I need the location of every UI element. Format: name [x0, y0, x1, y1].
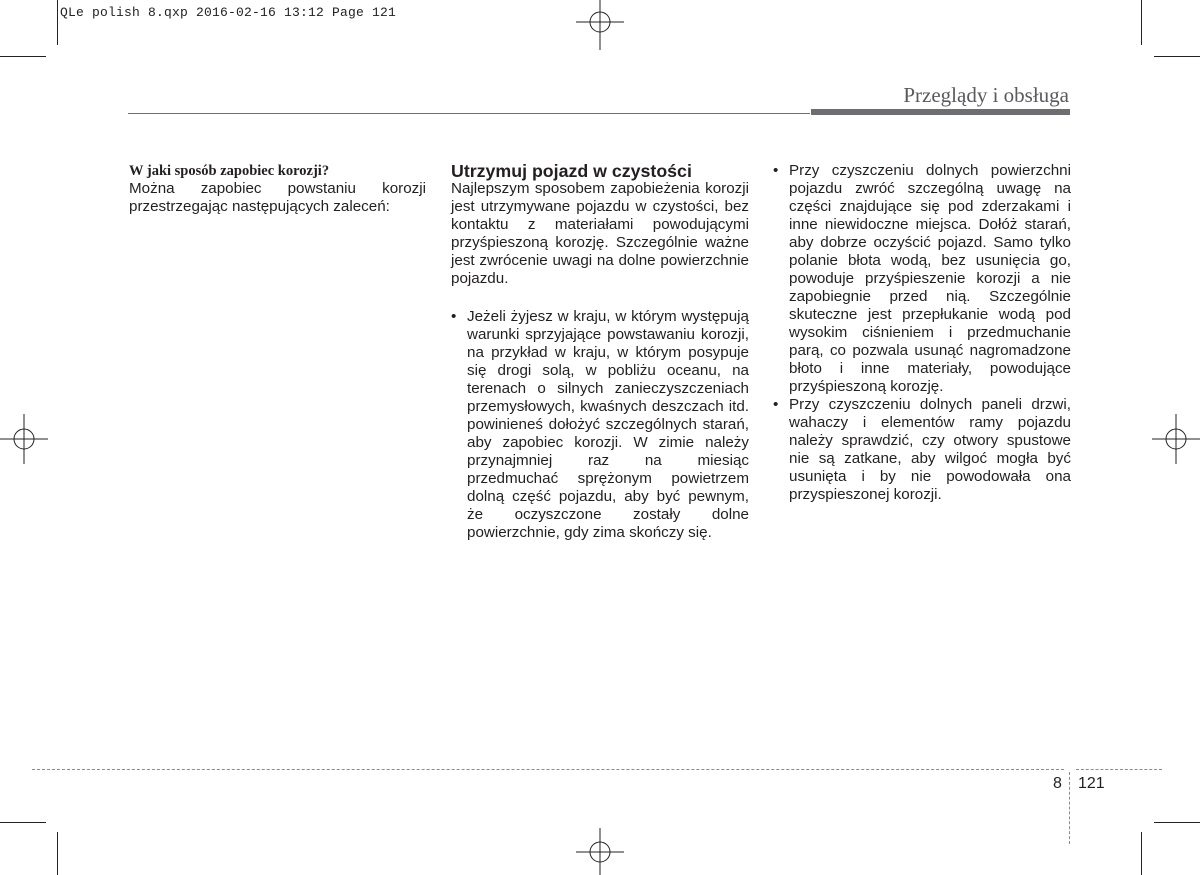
crop-mark	[1154, 56, 1200, 57]
chapter-number: 8	[1053, 775, 1062, 792]
header-rule-accent	[811, 109, 1070, 115]
page-number: 121	[1078, 775, 1105, 792]
col2-intro-paragraph: Najlepszym sposobem zapobieżenia korozji jest utrzymywane pojazdu w czystości, bez kontaktu z materiałami powodującymi przyśpieszoną korozję. Szczególnie ważne jest zwrócenie uwagi na dolne powierzchnie pojazdu.	[451, 180, 749, 287]
footer-divider	[32, 769, 1064, 770]
crop-mark	[57, 0, 58, 45]
crop-mark	[1154, 822, 1200, 823]
col2-heading: Utrzymuj pojazd w czystości	[451, 161, 692, 181]
footer-vertical-divider	[1069, 772, 1070, 844]
list-item-text: Jeżeli żyjesz w kraju, w którym występują warunki sprzyjające powstawaniu korozji, na przykład w kraju, w którym posypuje się drogi solą, w pobliżu oceanu, na terenach o silnych zanieczyszczeniach przemysłowych, kwaśnych deszczach itd. powinieneś dołożyć szczególnych starań, aby zapobiec korozji. W zimie należy przynajmniej raz na miesiąc przedmuchać sprężonym powietrzem dolną część pojazdu, aby być pewnym, że oczyszczone zostały dolne powierzchnie, gdy zima skończy się.	[467, 308, 749, 541]
list-item-text: Przy czyszczeniu dolnych paneli drzwi, wahaczy i elementów ramy pojazdu należy sprawdzić, czy otwory spustowe nie są zatkane, aby wilgoć mogła być usunięta i by nie powodowała ona przyspieszonej korozji.	[789, 396, 1071, 503]
col1-heading: W jaki sposób zapobiec korozji?	[129, 163, 330, 179]
footer-divider	[1076, 769, 1162, 770]
column-2	[451, 162, 749, 542]
list-item-text: Przy czyszczeniu dolnych powierzchni pojazdu zwróć szczególną uwagę na części znajdujące się pod zderzakami i inne niewidoczne miejsca. Dołóż starań, aby dobrze oczyścić pojazd. Samo tylko polanie błota wodą, bez usunięcia go, powoduje przyśpieszenie korozji a nie zapobiegnie przed nią. Szczególnie skuteczne jest przepłukanie wodą pod wysokim ciśnieniem i przedmuchanie parą, co pozwala usunąć nagromadzone błoto i inne materiały, powodujące przyśpieszoną korozję.	[789, 162, 1071, 395]
registration-mark-left	[0, 414, 48, 464]
bullet-icon: •	[773, 396, 779, 413]
registration-mark-top	[576, 0, 624, 50]
list-item	[451, 308, 749, 542]
column-3	[773, 162, 1071, 504]
print-slug: QLe polish 8.qxp 2016-02-16 13:12 Page 121	[60, 5, 397, 20]
column-1	[129, 162, 426, 216]
spacer	[451, 288, 749, 306]
registration-mark-right	[1152, 414, 1200, 464]
registration-mark-bottom	[576, 828, 624, 875]
crop-mark	[57, 832, 58, 875]
bullet-icon: •	[773, 162, 779, 179]
list-item	[773, 162, 1071, 396]
crop-mark	[1141, 0, 1142, 45]
header-rule	[128, 113, 810, 114]
crop-mark	[0, 56, 46, 57]
col1-paragraph: Można zapobiec powstaniu korozji przestrzegając następujących zaleceń:	[129, 180, 426, 215]
bullet-icon: •	[451, 308, 457, 325]
list-item	[773, 396, 1071, 504]
section-title: Przeglądy i obsługa	[903, 83, 1069, 107]
crop-mark	[0, 822, 46, 823]
crop-mark	[1141, 832, 1142, 875]
